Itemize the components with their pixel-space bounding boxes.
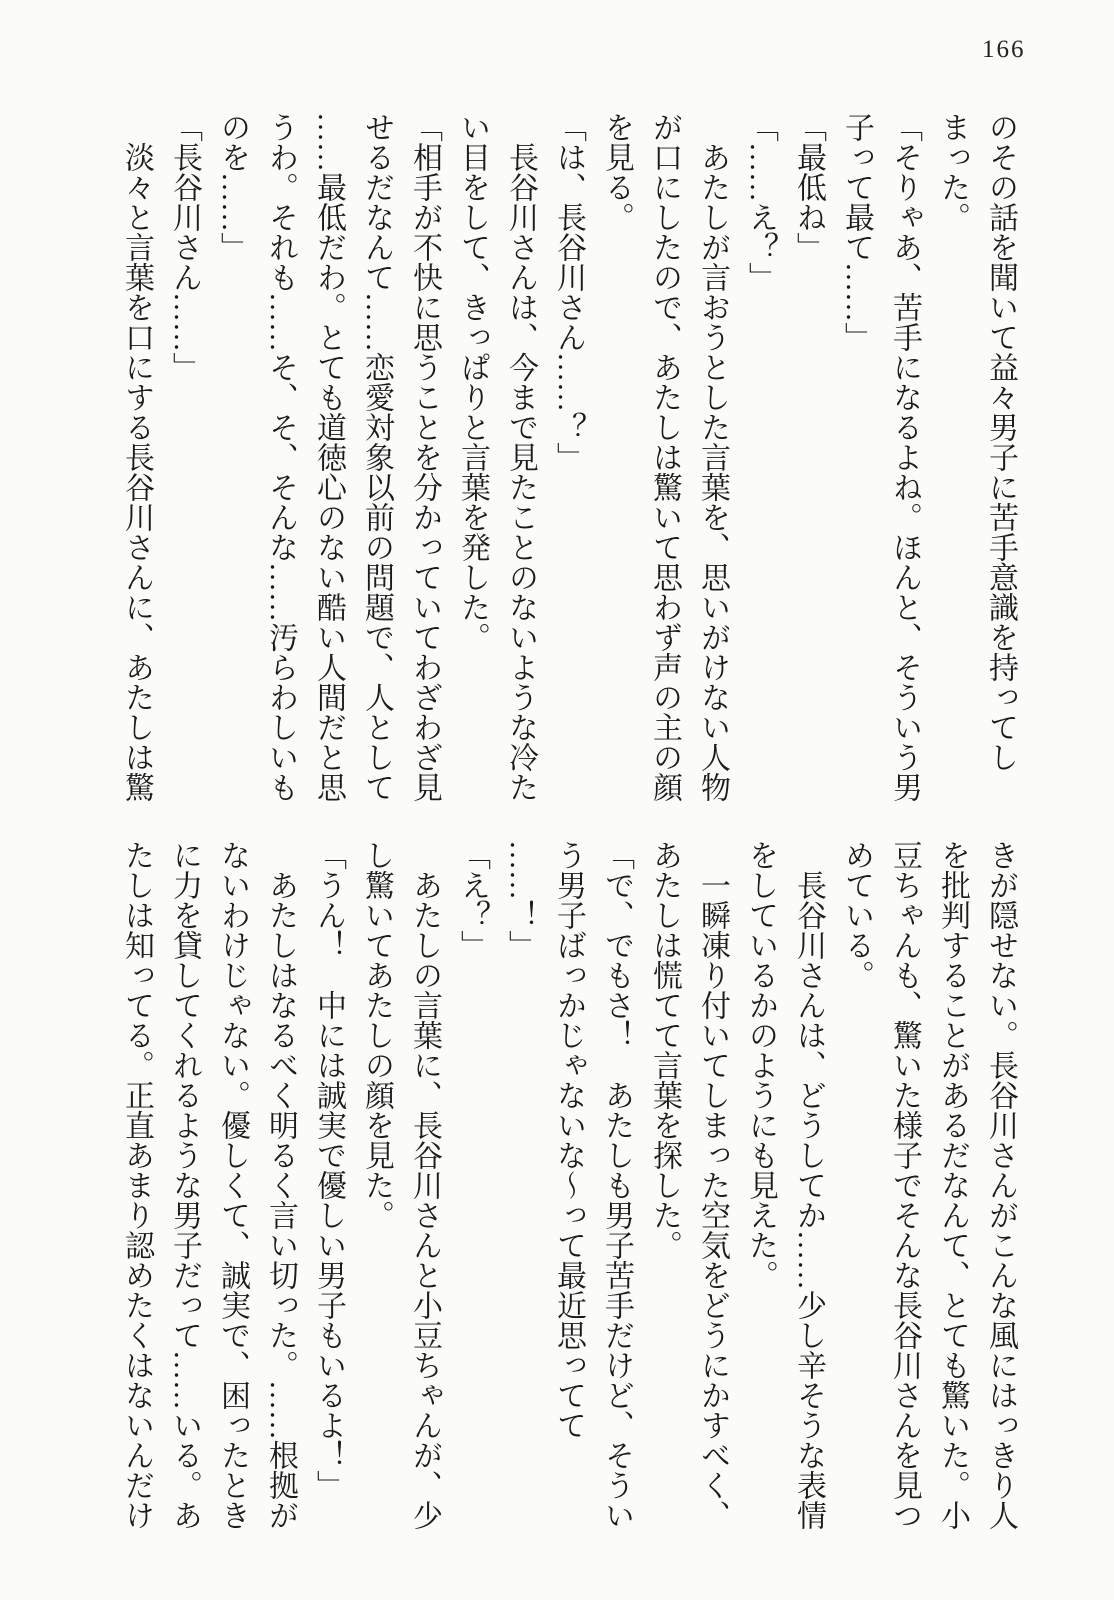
text-column: まった。 — [936, 112, 969, 232]
text-column: を批判することがあるだなんて、とても驚いた。小 — [936, 840, 969, 1530]
text-column: ……！」 — [504, 840, 537, 960]
text-column: あたしの言葉に、長谷川さんと小豆ちゃんが、少 — [408, 840, 441, 1530]
text-column: い目をして、きっぱりと言葉を発した。 — [456, 112, 489, 652]
text-column: 「え？」 — [456, 840, 489, 960]
text-column: 「相手が不快に思うことを分かっていてわざわざ見 — [408, 112, 441, 802]
text-column: きが隠せない。長谷川さんがこんな風にはっきり人 — [984, 840, 1017, 1530]
text-column: めている。 — [840, 840, 873, 990]
text-column: 子って最て……」 — [840, 112, 873, 352]
text-column: 「最低ね」 — [792, 112, 825, 262]
text-column: あたしは慌てて言葉を探した。 — [648, 840, 681, 1260]
text-column: 長谷川さんは、どうしてか……少し辛そうな表情 — [792, 840, 825, 1530]
text-column: が口にしたので、あたしは驚いて思わず声の主の顔 — [648, 112, 681, 802]
text-column: 「は、長谷川さん……？」 — [552, 112, 585, 472]
text-column: に力を貸してくれるような男子だって……いる。あ — [168, 840, 201, 1530]
text-column: 「うん！ 中には誠実で優しい男子もいるよ！」 — [312, 840, 345, 1500]
text-column: うわ。それも……そ、そ、そんな……汚らわしいも — [264, 112, 297, 802]
bottom-text-block — [112, 840, 1024, 1540]
text-column: 豆ちゃんも、驚いた様子でそんな長谷川さんを見つ — [888, 840, 921, 1530]
text-column: のその話を聞いて益々男子に苦手意識を持ってし — [984, 112, 1017, 772]
text-column: のを……」 — [216, 112, 249, 262]
text-column: あたしが言おうとした言葉を、思いがけない人物 — [696, 112, 729, 802]
text-column: 一瞬凍り付いてしまった空気をどうにかすべく、 — [696, 840, 729, 1530]
page-number: 166 — [982, 36, 1026, 63]
text-column: 「そりゃあ、苦手になるよね。ほんと、そういう男 — [888, 112, 921, 802]
text-column: ……最低だわ。とても道徳心のない酷い人間だと思 — [312, 112, 345, 802]
text-column: 「で、でもさ！ あたしも男子苦手だけど、そうい — [600, 840, 633, 1530]
text-column: を見る。 — [600, 112, 633, 232]
text-column: う男子ばっかじゃないな〜って最近思ってて — [552, 840, 585, 1440]
text-column: 長谷川さんは、今まで見たことのないような冷た — [504, 112, 537, 802]
text-column: あたしはなるべく明るく言い切った。……根拠が — [264, 840, 297, 1530]
top-text-block — [112, 112, 1024, 812]
text-column: せるだなんて……恋愛対象以前の問題で、人として — [360, 112, 393, 802]
text-column: をしているかのようにも見えた。 — [744, 840, 777, 1290]
text-column: 淡々と言葉を口にする長谷川さんに、あたしは驚 — [120, 112, 153, 802]
text-column: 「長谷川さん……」 — [168, 112, 201, 382]
text-column: たしは知ってる。正直あまり認めたくはないんだけ — [120, 840, 153, 1530]
text-column: ないわけじゃない。優しくて、誠実で、困ったとき — [216, 840, 249, 1530]
text-column: し驚いてあたしの顔を見た。 — [360, 840, 393, 1230]
text-column: 「……え？」 — [744, 112, 777, 292]
